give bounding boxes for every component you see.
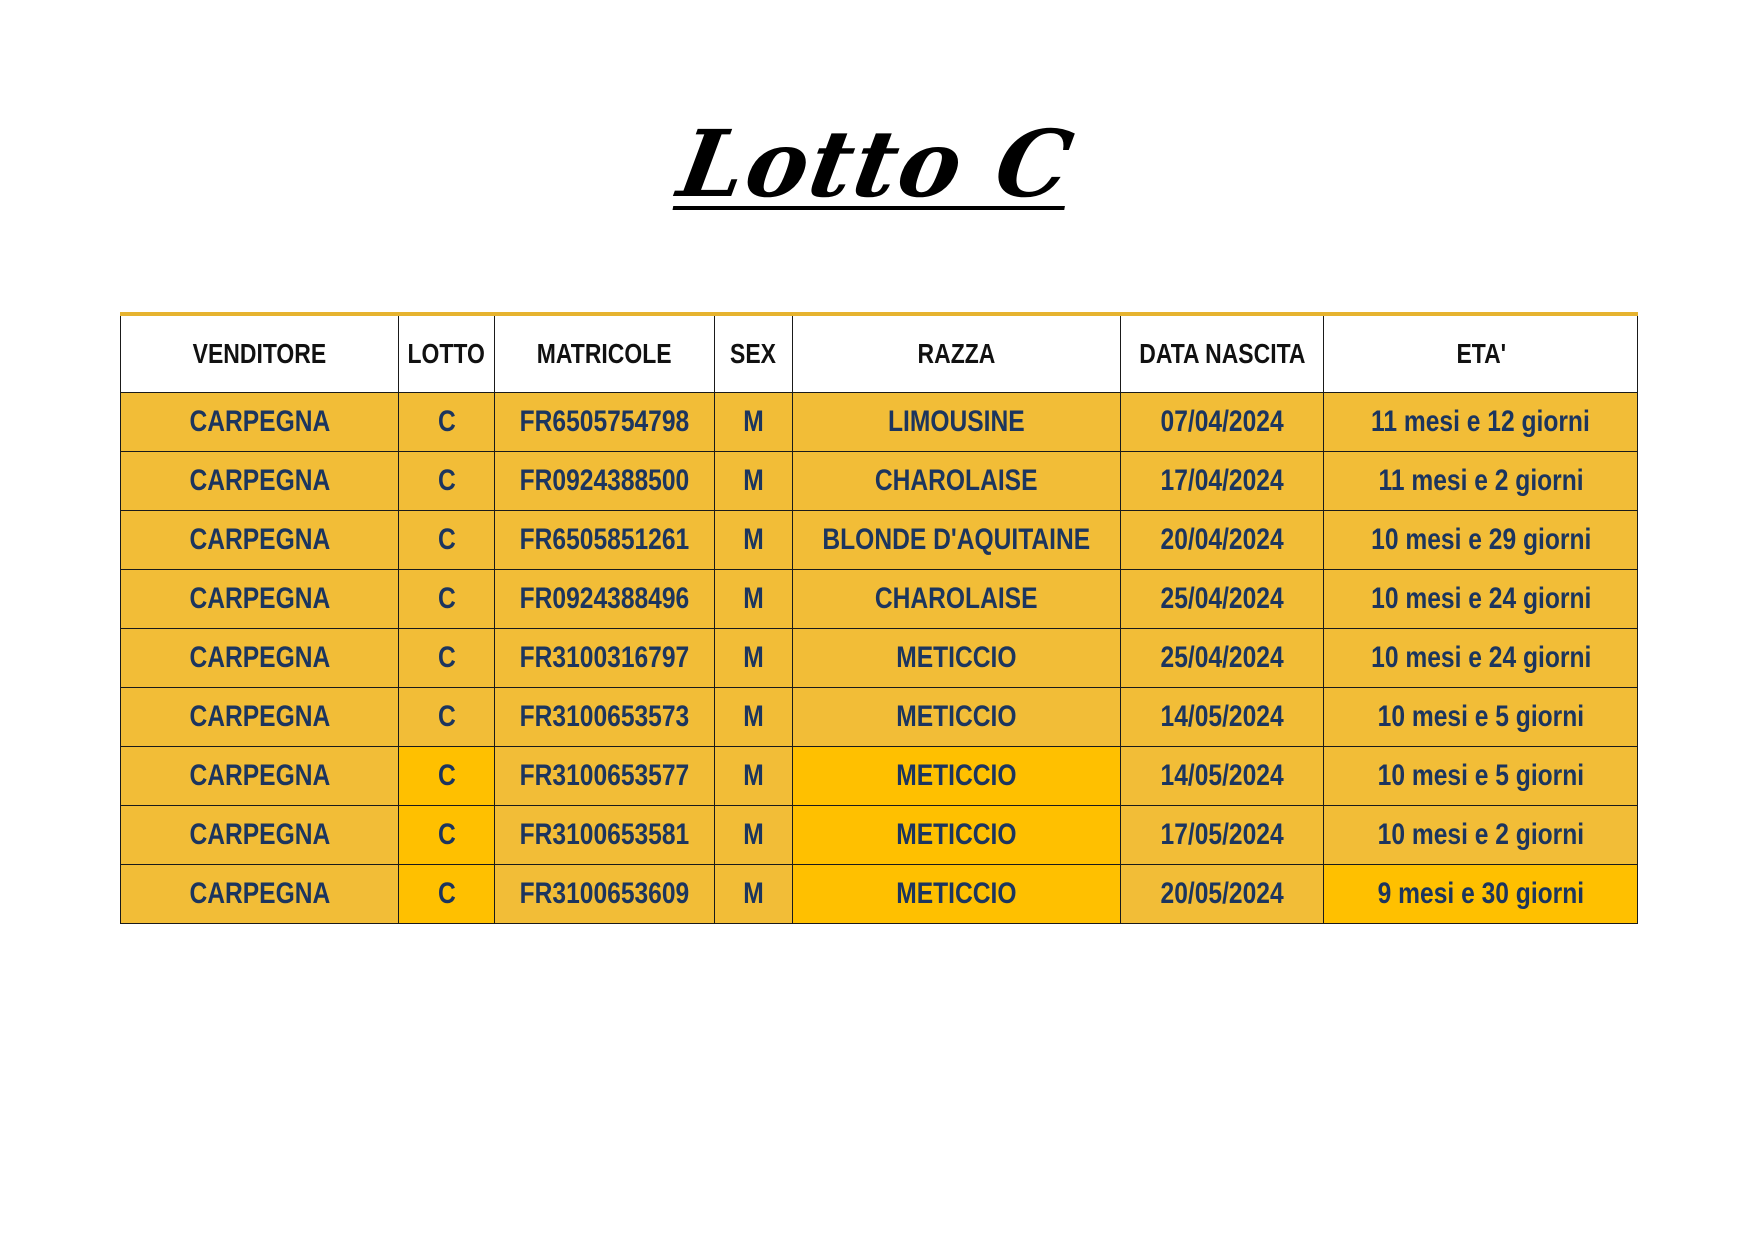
cell-data-nascita: 14/05/2024: [1120, 688, 1324, 747]
cell-venditore: CARPEGNA: [121, 393, 399, 452]
cell-lotto: C: [399, 806, 495, 865]
cell-matricola: FR3100653573: [495, 688, 715, 747]
cell-eta: 10 mesi e 24 giorni: [1324, 629, 1638, 688]
cell-razza: CHAROLAISE: [793, 452, 1121, 511]
table-row: [121, 747, 1638, 806]
cell-sex: M: [715, 570, 793, 629]
cell-venditore: CARPEGNA: [121, 688, 399, 747]
cell-sex: M: [715, 688, 793, 747]
cell-lotto: C: [399, 452, 495, 511]
cell-venditore: CARPEGNA: [121, 452, 399, 511]
cell-lotto: C: [399, 865, 495, 924]
table-row: [121, 688, 1638, 747]
cell-data-nascita: 07/04/2024: [1120, 393, 1324, 452]
cell-venditore: CARPEGNA: [121, 629, 399, 688]
header-matricole: MATRICOLE: [495, 314, 715, 393]
cell-razza: CHAROLAISE: [793, 570, 1121, 629]
cell-venditore: CARPEGNA: [121, 747, 399, 806]
cell-eta: 10 mesi e 29 giorni: [1324, 511, 1638, 570]
cell-venditore: CARPEGNA: [121, 806, 399, 865]
cell-venditore: CARPEGNA: [121, 511, 399, 570]
cell-razza: METICCIO: [793, 688, 1121, 747]
table-header-row: [121, 314, 1638, 393]
cell-matricola: FR3100316797: [495, 629, 715, 688]
cell-data-nascita: 20/04/2024: [1120, 511, 1324, 570]
cell-razza: METICCIO: [793, 747, 1121, 806]
table-row: [121, 806, 1638, 865]
cell-matricola: FR6505754798: [495, 393, 715, 452]
cell-lotto: C: [399, 393, 495, 452]
table-row: [121, 511, 1638, 570]
cell-eta: 10 mesi e 24 giorni: [1324, 570, 1638, 629]
cell-data-nascita: 17/04/2024: [1120, 452, 1324, 511]
cell-matricola: FR3100653581: [495, 806, 715, 865]
page-title-text: Lotto C: [671, 110, 1082, 218]
cell-eta: 10 mesi e 2 giorni: [1324, 806, 1638, 865]
cell-eta: 10 mesi e 5 giorni: [1324, 688, 1638, 747]
cell-data-nascita: 17/05/2024: [1120, 806, 1324, 865]
cell-lotto: C: [399, 688, 495, 747]
cell-eta: 9 mesi e 30 giorni: [1324, 865, 1638, 924]
cell-lotto: C: [399, 511, 495, 570]
table-row: [121, 865, 1638, 924]
cattle-table: [120, 312, 1638, 924]
cell-sex: M: [715, 806, 793, 865]
cell-data-nascita: 20/05/2024: [1120, 865, 1324, 924]
header-venditore: VENDITORE: [121, 314, 399, 393]
table-row: [121, 570, 1638, 629]
cell-eta: 11 mesi e 12 giorni: [1324, 393, 1638, 452]
cell-razza: METICCIO: [793, 629, 1121, 688]
cell-matricola: FR0924388496: [495, 570, 715, 629]
cell-razza: LIMOUSINE: [793, 393, 1121, 452]
table-row: [121, 452, 1638, 511]
cell-eta: 10 mesi e 5 giorni: [1324, 747, 1638, 806]
cell-sex: M: [715, 629, 793, 688]
cell-sex: M: [715, 452, 793, 511]
header-lotto: LOTTO: [399, 314, 495, 393]
cell-data-nascita: 25/04/2024: [1120, 629, 1324, 688]
cell-data-nascita: 25/04/2024: [1120, 570, 1324, 629]
cell-matricola: FR0924388500: [495, 452, 715, 511]
cell-matricola: FR3100653609: [495, 865, 715, 924]
page-title: [0, 110, 1753, 218]
cell-razza: BLONDE D'AQUITAINE: [793, 511, 1121, 570]
cell-sex: M: [715, 393, 793, 452]
header-sex: SEX: [715, 314, 793, 393]
cell-razza: METICCIO: [793, 806, 1121, 865]
table-row: [121, 393, 1638, 452]
cell-sex: M: [715, 747, 793, 806]
cell-venditore: CARPEGNA: [121, 570, 399, 629]
cell-data-nascita: 14/05/2024: [1120, 747, 1324, 806]
cell-matricola: FR6505851261: [495, 511, 715, 570]
header-data-nascita: DATA NASCITA: [1120, 314, 1324, 393]
cell-lotto: C: [399, 570, 495, 629]
cell-lotto: C: [399, 629, 495, 688]
table-row: [121, 629, 1638, 688]
header-razza: RAZZA: [793, 314, 1121, 393]
cell-eta: 11 mesi e 2 giorni: [1324, 452, 1638, 511]
cell-venditore: CARPEGNA: [121, 865, 399, 924]
cell-matricola: FR3100653577: [495, 747, 715, 806]
cell-lotto: C: [399, 747, 495, 806]
cell-sex: M: [715, 511, 793, 570]
cell-razza: METICCIO: [793, 865, 1121, 924]
header-eta: ETA': [1324, 314, 1638, 393]
cell-sex: M: [715, 865, 793, 924]
